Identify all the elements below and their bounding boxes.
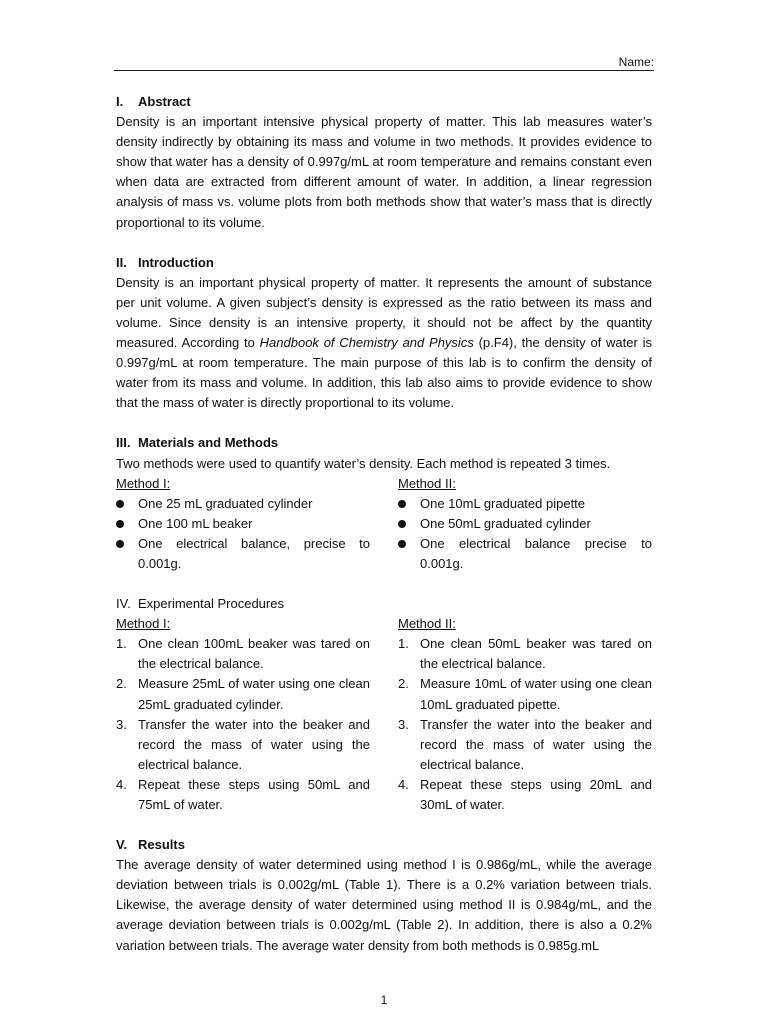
abstract-heading [116,92,652,112]
list-item: One electrical balance, precise to 0.001g. [116,534,370,574]
method-title: Method I: [116,475,171,491]
list-item: One 25 mL graduated cylinder [116,494,370,514]
results-text: The average density of water determined using method I is 0.986g/mL, while the average deviation between trials is 0.002g/mL (Table 1). There is a 0.2% variation between trials. Likewise, the average density of water determined using method II is 0.984g/mL, and the average deviation between trials is 0.002g/mL (Table 2). In addition, there is also a 0.2% variation between trials. The average water density from both methods is 0.985g.mL [116,857,652,953]
section-title: Experimental Procedures [138,596,284,612]
method-title: Method II: [398,616,456,632]
materials-intro: Two methods were used to quantify water’s density. Each method is repeated 3 times. [116,455,611,471]
name-label: Name: [618,55,654,69]
bullet-icon [116,520,124,528]
book-title: Handbook of Chemistry and Physics [259,335,474,351]
list-item: 2. Measure 25mL of water using one clean 25mL graduated cylinder. [116,676,370,712]
section-number: V. [116,837,128,853]
list-item: 3. Transfer the water into the beaker and record the mass of water using the electrical balance. [398,716,652,772]
introduction-heading [116,253,652,273]
materials-columns [116,474,652,574]
section-title: Introduction [138,254,214,270]
bullet-icon [116,500,124,508]
section-number: III. [116,435,131,451]
results-heading [116,835,652,855]
list-item: 4. Repeat these steps using 20mL and 30mL of water. [398,776,652,812]
introduction-text: Density is an important physical property of matter. It represents the amount of substance per unit volume. A given subject’s density is expressed as the ratio between its mass and volume. Since density is an intensive property, it should not be affect by the quantity measured. According to Handbook of Chemistry and Physics (p.F4), the density of water is 0.997g/mL at room temperature. The main purpose of this lab is to confirm the density of water from its mass and volume. In addition, this lab also aims to provide evidence to show that the mass of water is directly proportional to its volume. [116,274,652,411]
section-title: Materials and Methods [138,435,279,451]
bullet-icon [398,520,406,528]
bullet-icon [116,540,124,548]
section-number: I. [116,94,124,109]
list-item: One electrical balance precise to 0.001g. [398,534,652,574]
page-number: 1 [380,993,388,1007]
steps-list [116,634,370,815]
method-title: Method I: [116,616,171,632]
bullet-icon [398,540,406,548]
section-title: Results [138,837,185,853]
materials-method2 [398,474,652,574]
list-item: One 50mL graduated cylinder [398,514,652,534]
section-title: Abstract [138,94,191,109]
list-item: 1. One clean 100mL beaker was tared on the electrical balance. [116,636,370,672]
bullet-icon [398,500,406,508]
header-rule [114,70,654,71]
procedures-method2 [398,614,652,815]
list-item: 1. One clean 50mL beaker was tared on the electrical balance. [398,636,652,672]
document-body [116,92,652,956]
materials-list [398,494,652,574]
materials-list [116,494,370,574]
method-title: Method II: [398,475,456,491]
list-item: 2. Measure 10mL of water using one clean 10mL graduated pipette. [398,676,652,712]
procedures-heading [116,594,652,614]
section-number: IV. [116,596,131,612]
section-number: II. [116,254,127,270]
steps-list [398,634,652,815]
list-item: One 100 mL beaker [116,514,370,534]
procedures-method1 [116,614,370,815]
materials-heading [116,433,652,453]
list-item: 3. Transfer the water into the beaker and record the mass of water using the electrical balance. [116,716,370,772]
list-item: One 10mL graduated pipette [398,494,652,514]
list-item: 4. Repeat these steps using 50mL and 75mL of water. [116,776,370,812]
materials-method1 [116,474,370,574]
abstract-text: Density is an important intensive physical property of matter. This lab measures water’s density indirectly by obtaining its mass and volume in two methods. It provides evidence to show that water has a density of 0.997g/mL at room temperature and remains constant even when data are extracted from different amount of water. In addition, a linear regression analysis of mass vs. volume plots from both methods show that water’s mass that is directly proportional to its volume. [116,114,652,230]
procedures-columns [116,614,652,815]
